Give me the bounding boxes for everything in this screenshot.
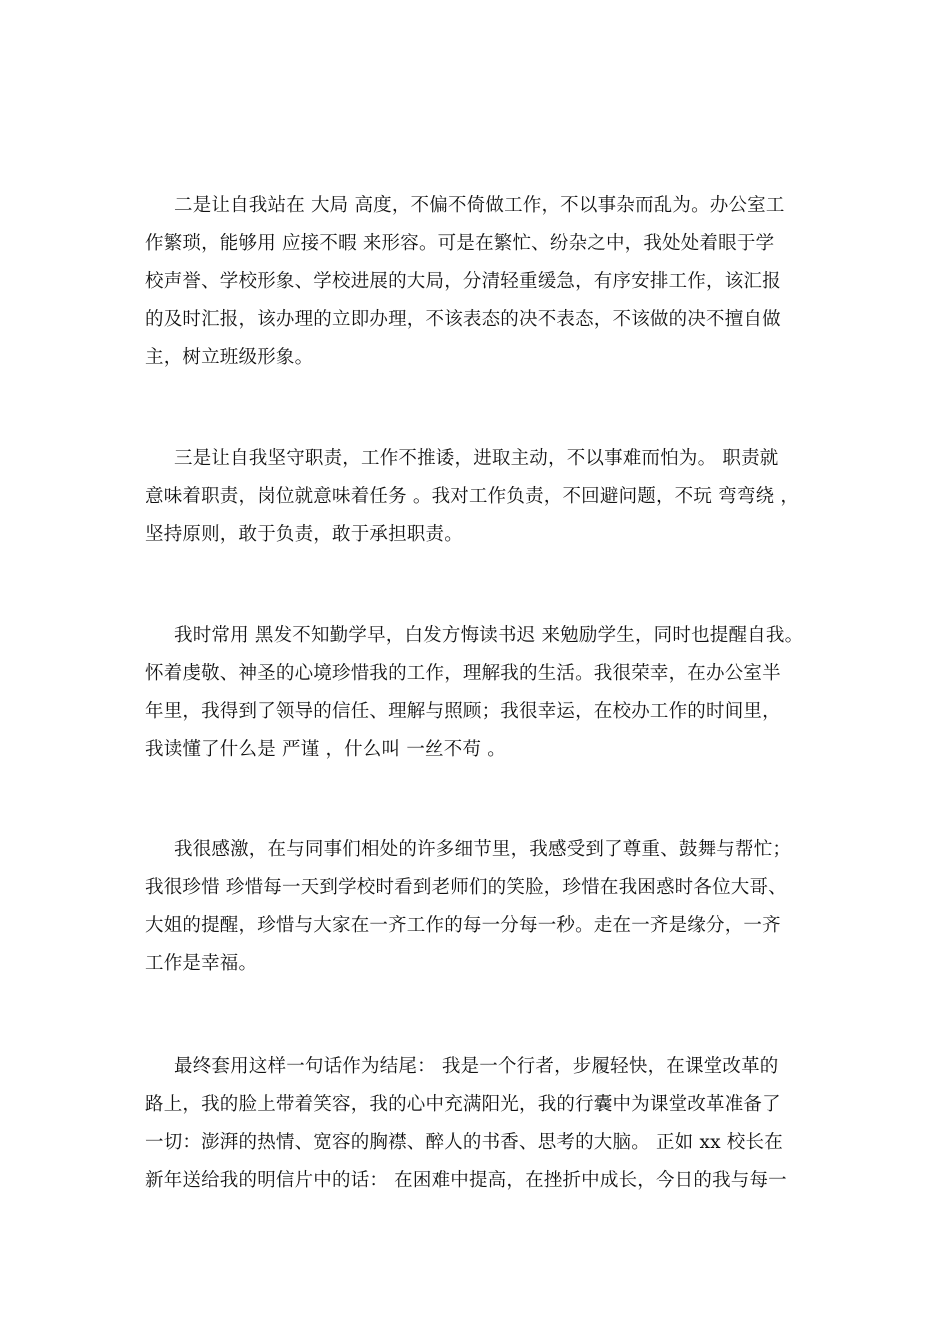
text-line: 年里，我得到了领导的信任、理解与照顾；我很幸运，在校办工作的时间里， bbox=[145, 701, 781, 722]
text-line: 新年送给我的明信片中的话： 在困难中提高，在挫折中成长，今日的我与每一 bbox=[145, 1170, 787, 1191]
text-line: 坚持原则，敢于负责，敢于承担职责。 bbox=[145, 524, 463, 545]
text-line: 二是让自我站在 大局 高度，不偏不倚做工作，不以事杂而乱为。办公室工 bbox=[174, 195, 785, 216]
paragraph-2 bbox=[145, 440, 810, 554]
text-line: 主，树立班级形象。 bbox=[145, 347, 314, 368]
paragraph-3 bbox=[145, 617, 810, 769]
text-line: 一切：澎湃的热情、宽容的胸襟、醉人的书香、思考的大脑。 正如 xx 校长在 bbox=[145, 1132, 783, 1153]
text-line: 我时常用 黑发不知勤学早，白发方悔读书迟 来勉励学生，同时也提醒自我。 bbox=[174, 625, 804, 646]
text-line: 作繁琐，能够用 应接不暇 来形容。可是在繁忙、纷杂之中，我处处着眼于学 bbox=[145, 233, 775, 254]
paragraph-1 bbox=[145, 187, 810, 377]
paragraph-4 bbox=[145, 831, 810, 983]
text-line: 意味着职责，岗位就意味着任务 。我对工作负责，不回避问题，不玩 弯弯绕 ， bbox=[145, 486, 800, 507]
text-line: 怀着虔敬、神圣的心境珍惜我的工作，理解我的生活。我很荣幸，在办公室半 bbox=[145, 663, 781, 684]
text-line: 校声誉、学校形象、学校进展的大局，分清轻重缓急，有序安排工作，该汇报 bbox=[145, 271, 781, 292]
text-line: 我很珍惜 珍惜每一天到学校时看到老师们的笑脸，珍惜在我困惑时各位大哥、 bbox=[145, 877, 787, 898]
text-line: 最终套用这样一句话作为结尾： 我是一个行者，步履轻快，在课堂改革的 bbox=[174, 1056, 779, 1077]
text-line: 大姐的提醒，珍惜与大家在一齐工作的每一分每一秒。走在一齐是缘分，一齐 bbox=[145, 915, 781, 936]
text-line: 路上，我的脸上带着笑容，我的心中充满阳光，我的行囊中为课堂改革准备了 bbox=[145, 1094, 781, 1115]
paragraph-5 bbox=[145, 1048, 810, 1200]
text-line: 工作是幸福。 bbox=[145, 953, 258, 974]
text-line: 我很感激，在与同事们相处的许多细节里，我感受到了尊重、鼓舞与帮忙； bbox=[174, 839, 792, 860]
text-line: 我读懂了什么是 严谨 ，什么叫 一丝不苟 。 bbox=[145, 739, 506, 760]
text-line: 三是让自我坚守职责，工作不推诿，进取主动，不以事难而怕为。 职责就 bbox=[174, 448, 779, 469]
text-line: 的及时汇报，该办理的立即办理，不该表态的决不表态，不该做的决不擅自做 bbox=[145, 309, 781, 330]
